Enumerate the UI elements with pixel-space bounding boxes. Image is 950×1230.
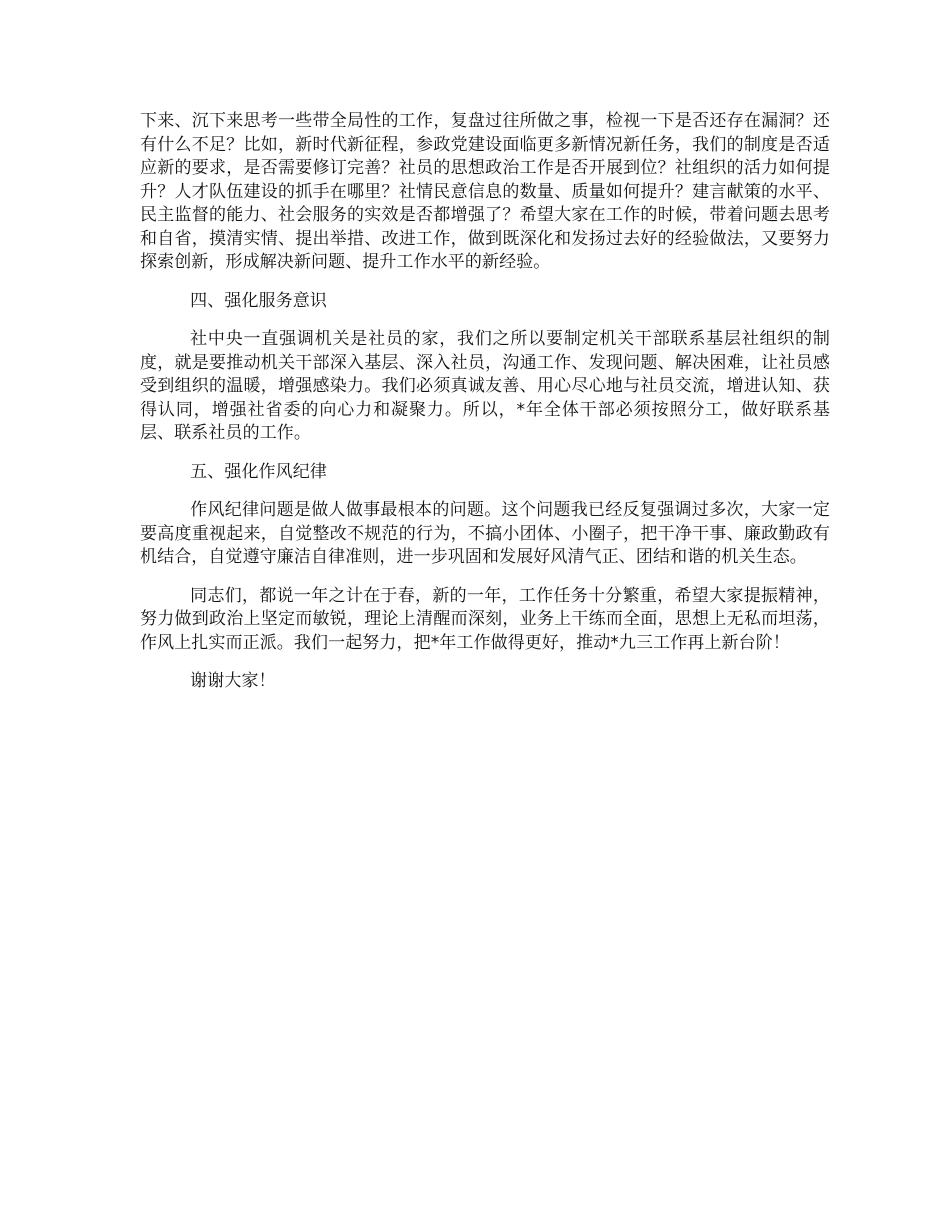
paragraph-discipline: 作风纪律问题是做人做事最根本的问题。这个问题我已经反复强调过多次，大家一定要高度重视起来，自觉整改不规范的行为，不搞小团体、小圈子，把干净干事、廉政勤政有机结合，自觉遵守廉洁自律准则，进一步巩固和发展好风清气正、团结和谐的机关生态。 — [140, 500, 830, 567]
paragraph-closing: 同志们，都说一年之计在于春，新的一年，工作任务十分繁重，希望大家提振精神，努力做到政治上坚定而敏锐，理论上清醒而深刻，业务上干练而全面，思想上无私而坦荡，作风上扎实而正派。我们一起努力，把*年工作做得更好，推动*九三工作再上新台阶！ — [140, 585, 830, 653]
paragraph-service: 社中央一直强调机关是社员的家，我们之所以要制定机关干部联系基层社组织的制度，就是要推动机关干部深入基层、深入社员，沟通工作、发现问题、解决困难，让社员感受到组织的温暖，增强感染力。我们必须真诚友善、用心尽心地与社员交流，增进认知、获得认同，增强社省委的向心力和凝聚力。所以，*年全体干部必须按照分工，做好联系基层、联系社员的工作。 — [140, 329, 830, 443]
document-page — [140, 110, 830, 709]
paragraph-continuation: 下来、沉下来思考一些带全局性的工作，复盘过往所做之事，检视一下是否还存在漏洞？还有什么不足？比如，新时代新征程，参政党建设面临更多新情况新任务，我们的制度是否适应新的要求，是否需要修订完善？社员的思想政治工作是否开展到位？社组织的活力如何提升？人才队伍建设的抓手在哪里？社情民意信息的数量、质量如何提升？建言献策的水平、民主监督的能力、社会服务的实效是否都增强了？希望大家在工作的时候，带着问题去思考和自省，摸清实情、提出举措、改进工作，做到既深化和发扬过去好的经验做法，又要努力探索创新，形成解决新问题、提升工作水平的新经验。 — [140, 111, 830, 272]
section-heading-service: 四、强化服务意识 — [190, 290, 327, 311]
section-heading-discipline: 五、强化作风纪律 — [190, 461, 327, 482]
paragraph-thanks: 谢谢大家！ — [190, 671, 276, 691]
